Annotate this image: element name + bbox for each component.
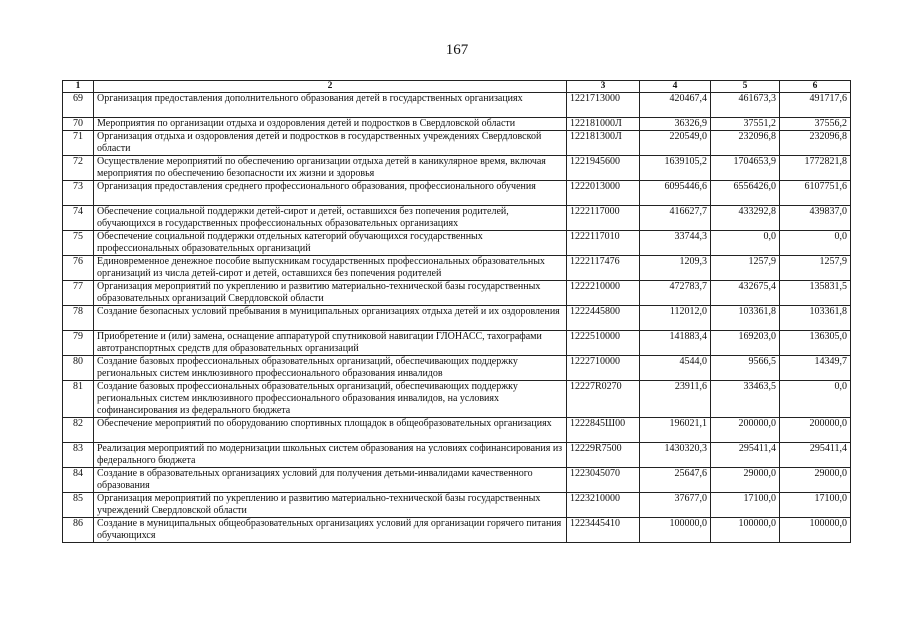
- row-value-col6: 37556,2: [780, 118, 851, 131]
- row-value-col6: 491717,6: [780, 93, 851, 118]
- row-description: Обеспечение социальной поддержки отдельных категорий обучающихся государственных профессиональных образовательных организаций: [94, 231, 567, 256]
- row-value-col5: 0,0: [711, 231, 780, 256]
- row-number: 84: [63, 468, 94, 493]
- row-value-col4: 37677,0: [640, 493, 711, 518]
- row-description: Создание безопасных условий пребывания в муниципальных организациях отдыха детей и их оздоровления: [94, 306, 567, 331]
- row-value-col4: 4544,0: [640, 356, 711, 381]
- row-number: 73: [63, 181, 94, 206]
- row-number: 78: [63, 306, 94, 331]
- row-description: Создание базовых профессиональных образовательных организаций, обеспечивающих поддержку региональных систем инклюзивного профессионального образования инвалидов, на условиях софинансирования из федерального бюджета: [94, 381, 567, 418]
- row-value-col6: 1772821,8: [780, 156, 851, 181]
- row-value-col6: 100000,0: [780, 518, 851, 543]
- table-row: [63, 93, 851, 118]
- row-number: 82: [63, 418, 94, 443]
- table-row: [63, 443, 851, 468]
- column-header: 5: [711, 81, 780, 93]
- row-value-col5: 200000,0: [711, 418, 780, 443]
- row-number: 72: [63, 156, 94, 181]
- table-row: [63, 468, 851, 493]
- row-value-col4: 1430320,3: [640, 443, 711, 468]
- row-value-col4: 1209,3: [640, 256, 711, 281]
- row-value-col4: 36326,9: [640, 118, 711, 131]
- row-value-col4: 33744,3: [640, 231, 711, 256]
- row-value-col6: 1257,9: [780, 256, 851, 281]
- row-value-col5: 6556426,0: [711, 181, 780, 206]
- row-value-col5: 37551,2: [711, 118, 780, 131]
- column-header: 2: [94, 81, 567, 93]
- row-number: 85: [63, 493, 94, 518]
- row-description: Создание базовых профессиональных образовательных организаций, обеспечивающих поддержку региональных систем инклюзивного профессионального образования инвалидов: [94, 356, 567, 381]
- row-value-col5: 432675,4: [711, 281, 780, 306]
- row-value-col6: 295411,4: [780, 443, 851, 468]
- row-value-col4: 220549,0: [640, 131, 711, 156]
- row-value-col5: 232096,8: [711, 131, 780, 156]
- row-number: 86: [63, 518, 94, 543]
- table-row: [63, 418, 851, 443]
- row-description: Обеспечение мероприятий по оборудованию спортивных площадок в общеобразовательных организациях: [94, 418, 567, 443]
- table-row: [63, 156, 851, 181]
- row-description: Единовременное денежное пособие выпускникам государственных профессиональных образовательных организаций из числа детей-сирот и детей, оставшихся без попечения родителей: [94, 256, 567, 281]
- row-number: 79: [63, 331, 94, 356]
- row-description: Организация мероприятий по укреплению и развитию материально-технической базы государственных образовательных организаций Свердловской области: [94, 281, 567, 306]
- row-value-col6: 135831,5: [780, 281, 851, 306]
- row-code: 12227R0270: [567, 381, 640, 418]
- row-value-col4: 25647,6: [640, 468, 711, 493]
- row-value-col4: 1639105,2: [640, 156, 711, 181]
- row-code: 1222845Ш00: [567, 418, 640, 443]
- table-header-row: [63, 81, 851, 93]
- column-header: 3: [567, 81, 640, 93]
- row-description: Создание в образовательных организациях условий для получения детьми-инвалидами качественного образования: [94, 468, 567, 493]
- row-description: Мероприятия по организации отдыха и оздоровления детей и подростков в Свердловской области: [94, 118, 567, 131]
- row-code: 12229R7500: [567, 443, 640, 468]
- row-value-col6: 136305,0: [780, 331, 851, 356]
- row-value-col6: 232096,8: [780, 131, 851, 156]
- column-header: 6: [780, 81, 851, 93]
- row-value-col4: 100000,0: [640, 518, 711, 543]
- row-code: 1222117010: [567, 231, 640, 256]
- row-value-col5: 433292,8: [711, 206, 780, 231]
- table-row: [63, 231, 851, 256]
- row-number: 69: [63, 93, 94, 118]
- table-row: [63, 518, 851, 543]
- table-row: [63, 331, 851, 356]
- row-code: 1222510000: [567, 331, 640, 356]
- row-code: 1221945600: [567, 156, 640, 181]
- row-value-col5: 461673,3: [711, 93, 780, 118]
- row-value-col6: 6107751,6: [780, 181, 851, 206]
- row-value-col5: 29000,0: [711, 468, 780, 493]
- row-description: Организация предоставления среднего профессионального образования, профессионального обучения: [94, 181, 567, 206]
- row-description: Организация отдыха и оздоровления детей и подростков в государственных учреждениях Свердловской области: [94, 131, 567, 156]
- table-row: [63, 381, 851, 418]
- row-number: 75: [63, 231, 94, 256]
- row-number: 77: [63, 281, 94, 306]
- row-value-col4: 23911,6: [640, 381, 711, 418]
- row-description: Организация предоставления дополнительного образования детей в государственных организациях: [94, 93, 567, 118]
- row-value-col6: 29000,0: [780, 468, 851, 493]
- row-value-col4: 472783,7: [640, 281, 711, 306]
- row-code: 1222710000: [567, 356, 640, 381]
- table-row: [63, 356, 851, 381]
- row-number: 70: [63, 118, 94, 131]
- row-code: 1222445800: [567, 306, 640, 331]
- row-code: 1222013000: [567, 181, 640, 206]
- row-code: 1222210000: [567, 281, 640, 306]
- row-description: Обеспечение социальной поддержки детей-сирот и детей, оставшихся без попечения родителей, обучающихся в государственных профессиональных образовательных организациях: [94, 206, 567, 231]
- row-value-col4: 196021,1: [640, 418, 711, 443]
- row-value-col4: 6095446,6: [640, 181, 711, 206]
- row-value-col6: 17100,0: [780, 493, 851, 518]
- row-value-col6: 0,0: [780, 231, 851, 256]
- budget-table: [62, 80, 851, 543]
- row-number: 74: [63, 206, 94, 231]
- row-value-col6: 0,0: [780, 381, 851, 418]
- row-number: 83: [63, 443, 94, 468]
- row-description: Реализация мероприятий по модернизации школьных систем образования на условиях софинансирования из федерального бюджета: [94, 443, 567, 468]
- page-number: 167: [445, 42, 469, 58]
- row-code: 1223045070: [567, 468, 640, 493]
- row-code: 1223210000: [567, 493, 640, 518]
- column-header: 1: [63, 81, 94, 93]
- row-value-col4: 141883,4: [640, 331, 711, 356]
- table-row: [63, 131, 851, 156]
- row-value-col4: 112012,0: [640, 306, 711, 331]
- row-number: 80: [63, 356, 94, 381]
- row-code: 1223445410: [567, 518, 640, 543]
- row-description: Организация мероприятий по укреплению и развитию материально-технической базы государственных учреждений Свердловской области: [94, 493, 567, 518]
- row-value-col4: 416627,7: [640, 206, 711, 231]
- row-value-col5: 295411,4: [711, 443, 780, 468]
- table-row: [63, 306, 851, 331]
- row-code: 1221713000: [567, 93, 640, 118]
- row-value-col5: 169203,0: [711, 331, 780, 356]
- row-code: 122181300Л: [567, 131, 640, 156]
- table-row: [63, 493, 851, 518]
- row-number: 76: [63, 256, 94, 281]
- row-value-col6: 200000,0: [780, 418, 851, 443]
- row-description: Осуществление мероприятий по обеспечению организации отдыха детей в каникулярное время, включая мероприятия по обеспечению безопасности их жизни и здоровья: [94, 156, 567, 181]
- row-description: Создание в муниципальных общеобразовательных организациях условий для организации горячего питания обучающихся: [94, 518, 567, 543]
- row-value-col6: 103361,8: [780, 306, 851, 331]
- row-value-col5: 1257,9: [711, 256, 780, 281]
- column-header: 4: [640, 81, 711, 93]
- table-row: [63, 181, 851, 206]
- row-code: 122181000Л: [567, 118, 640, 131]
- row-number: 71: [63, 131, 94, 156]
- row-value-col4: 420467,4: [640, 93, 711, 118]
- row-value-col5: 103361,8: [711, 306, 780, 331]
- row-code: 1222117000: [567, 206, 640, 231]
- row-value-col6: 14349,7: [780, 356, 851, 381]
- table-row: [63, 118, 851, 131]
- row-value-col6: 439837,0: [780, 206, 851, 231]
- row-value-col5: 33463,5: [711, 381, 780, 418]
- row-number: 81: [63, 381, 94, 418]
- row-value-col5: 9566,5: [711, 356, 780, 381]
- row-value-col5: 1704653,9: [711, 156, 780, 181]
- table-row: [63, 256, 851, 281]
- table-row: [63, 281, 851, 306]
- table-row: [63, 206, 851, 231]
- row-code: 1222117476: [567, 256, 640, 281]
- row-description: Приобретение и (или) замена, оснащение аппаратурой спутниковой навигации ГЛОНАСС, тахографами автотранспортных средств для образовательных организаций: [94, 331, 567, 356]
- row-value-col5: 17100,0: [711, 493, 780, 518]
- row-value-col5: 100000,0: [711, 518, 780, 543]
